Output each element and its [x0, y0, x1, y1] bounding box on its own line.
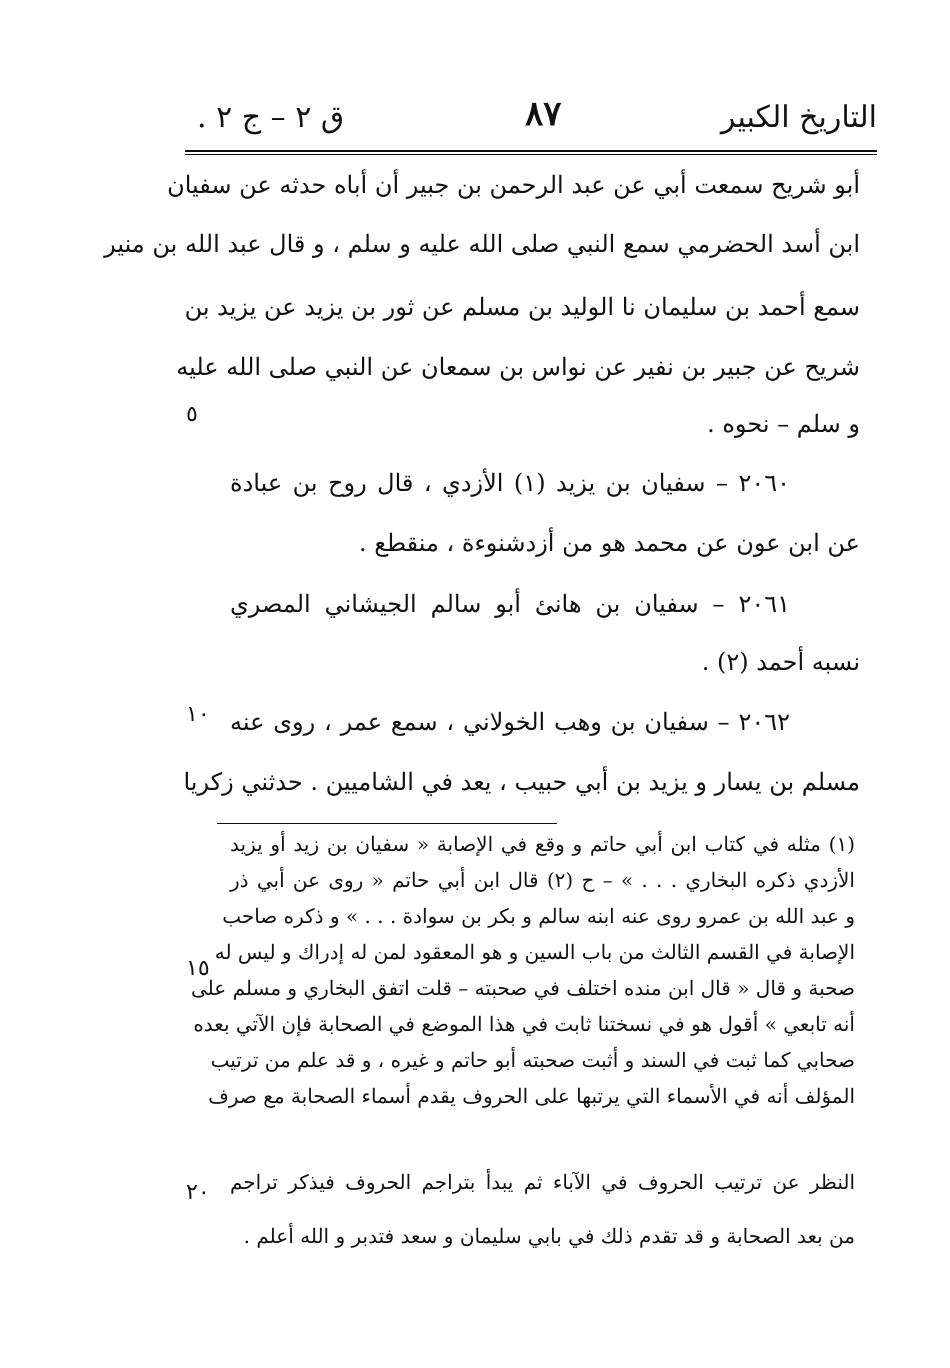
volume-reference: ق ٢ – ج ٢ .: [197, 100, 345, 135]
running-title: التاريخ الكبير: [720, 100, 877, 135]
footnote-line: (١) مثله في كتاب ابن أبي حاتم و وقع في الإصابة « سفيان بن زيد أو يزيد: [230, 832, 855, 856]
entry-2060-heading: ٢٠٦٠ – سفيان بن يزيد (١) الأزدي ، قال روح بن عبادة: [230, 469, 791, 497]
footnote-line: الأزدي ذكره البخاري . . . » – ح (٢) قال ابن أبي حاتم « روى عن أبي ذر: [230, 868, 855, 892]
margin-line-number: ١٥: [186, 956, 210, 981]
margin-line-number: ٥: [186, 402, 198, 427]
header-rule-thin: [185, 154, 877, 155]
footnote-line: و عبد الله بن عمرو روى عنه ابنه سالم و بكر بن سوادة . . . » و ذكره صاحب: [222, 904, 855, 928]
footnote-line: صحابي كما ثبت في السند و أثبت صحبته أبو حاتم و غيره ، و قد علم من ترتيب: [210, 1048, 855, 1072]
body-line: ابن أسد الحضرمي سمع النبي صلى الله عليه و سلم ، و قال عبد الله بن منير: [104, 230, 860, 258]
margin-line-number: ٢٠: [186, 1180, 210, 1205]
footnote-rule: [217, 823, 557, 824]
footnote-line: أنه تابعي » أقول هو في نسختنا ثابت في هذا الموضع في الصحابة فإن الآتي بعده: [193, 1012, 855, 1036]
entry-2061-heading: ٢٠٦١ – سفيان بن هانئ أبو سالم الجيشاني المصري: [230, 590, 790, 618]
footnote-line: من بعد الصحابة و قد تقدم ذلك في بابي سليمان و سعد فتدبر و الله أعلم .: [243, 1224, 855, 1248]
body-line: عن ابن عون عن محمد هو من أزدشنوءة ، منقطع .: [358, 529, 860, 557]
body-line: مسلم بن يسار و يزيد بن أبي حبيب ، يعد في الشاميين . حدثني زكريا: [183, 768, 860, 796]
body-line: سمع أحمد بن سليمان نا الوليد بن مسلم عن ثور بن يزيد عن يزيد بن: [184, 293, 860, 321]
body-line: أبو شريح سمعت أبي عن عبد الرحمن بن جبير أن أباه حدثه عن سفيان: [167, 171, 860, 199]
margin-line-number: ١٠: [186, 702, 210, 727]
page-header: [185, 92, 877, 152]
page-number: ٨٧: [525, 94, 562, 134]
header-rule: [185, 150, 877, 152]
body-line: نسبه أحمد (٢) .: [701, 648, 860, 676]
entry-2062-heading: ٢٠٦٢ – سفيان بن وهب الخولاني ، سمع عمر ، روى عنه: [230, 708, 790, 736]
footnote-line: الإصابة في القسم الثالث من باب السين و هو المعقود لمن له إدراك و ليس له: [214, 940, 855, 964]
footnote-line: المؤلف أنه في الأسماء التي يرتبها على الحروف يقدم أسماء الصحابة مع صرف: [208, 1084, 855, 1108]
body-line: و سلم – نحوه .: [707, 410, 860, 438]
footnote-line: النظر عن ترتيب الحروف في الآباء ثم يبدأ بتراجم الحروف فيذكر تراجم: [230, 1170, 855, 1194]
body-line: شريح عن جبير بن نفير عن نواس بن سمعان عن النبي صلى الله عليه: [176, 353, 860, 381]
footnote-line: صحبة و قال « قال ابن منده اختلف في صحبته – قلت اتفق البخاري و مسلم على: [190, 976, 855, 1000]
